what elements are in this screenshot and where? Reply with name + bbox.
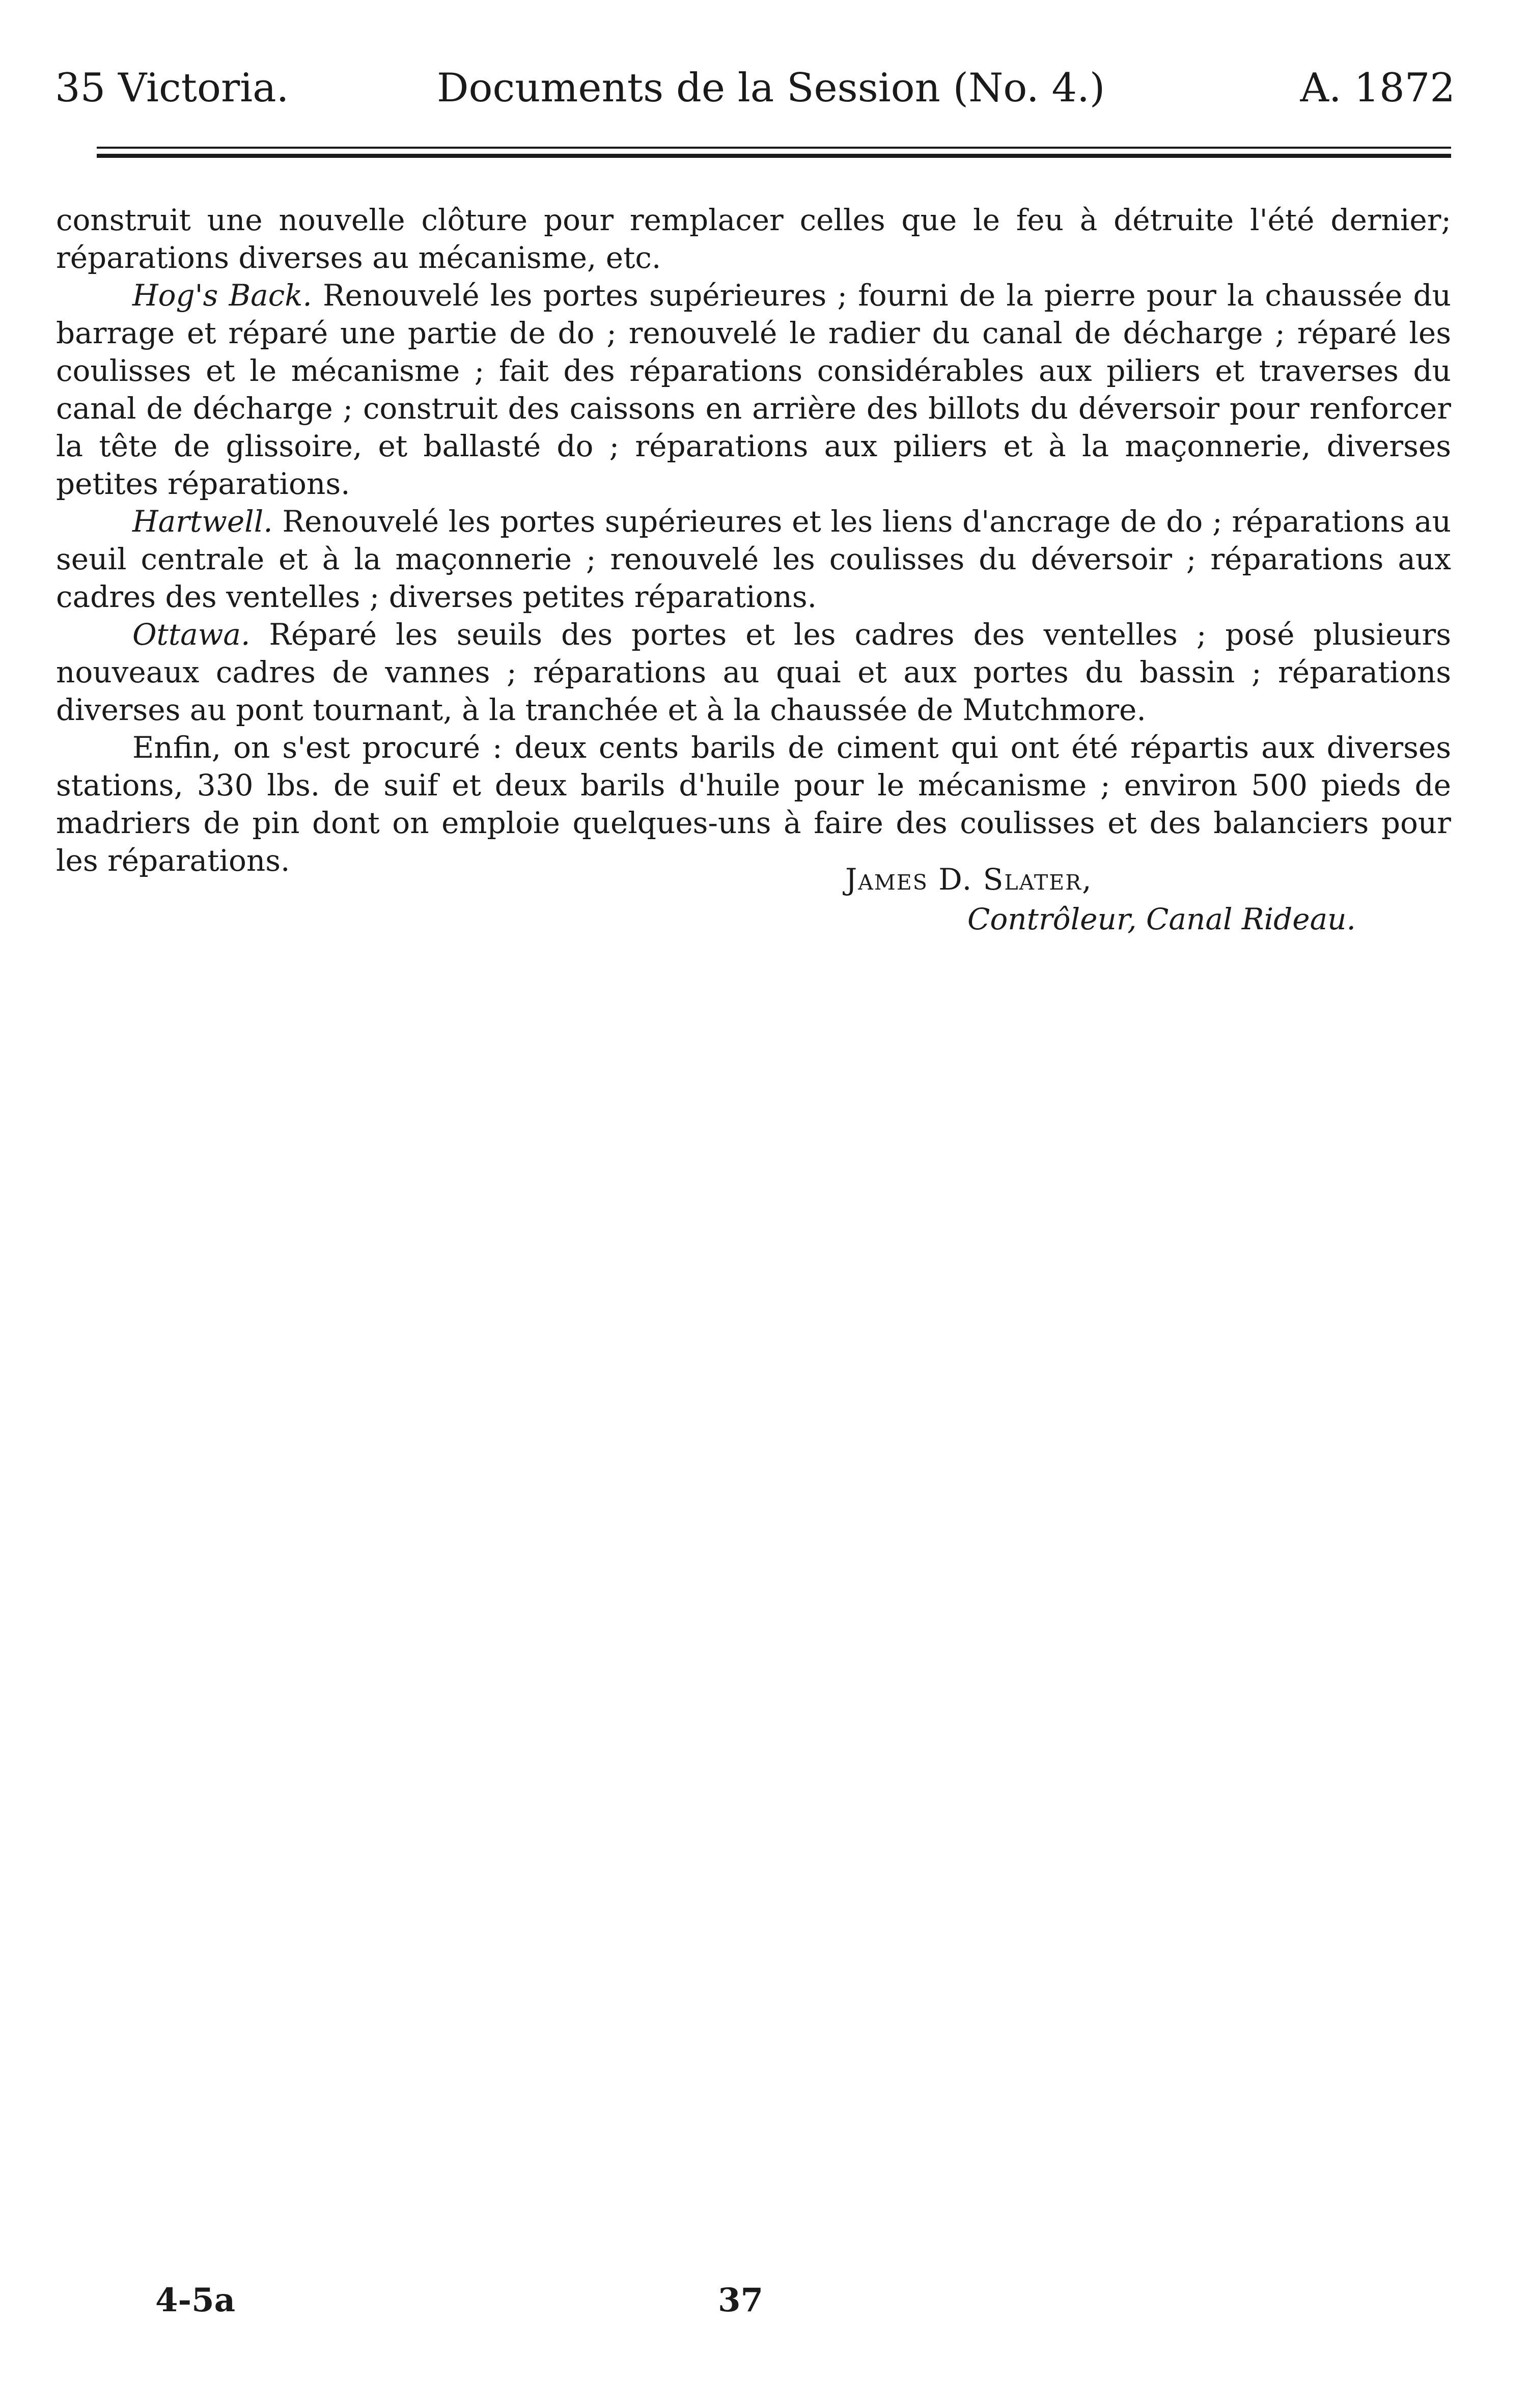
page-header xyxy=(55,60,1455,116)
paragraph-hartwell xyxy=(56,503,1451,616)
paragraph-continuation: construit une nouvelle clôture pour remplacer celles que le feu à détruite l'été dernier; réparations diverses au mécanisme, etc. xyxy=(56,203,1451,275)
paragraph-hogs-back xyxy=(56,276,1451,503)
paragraph-text: Réparé les seuils des portes et les cadres des ventelles ; posé plusieurs nouveaux cadres de vannes ; réparations au quai et aux portes du bassin ; réparations diverses au pont tournant, à la tranchée et à la chaussée de Mutchmore. xyxy=(56,617,1451,727)
header-rule-thick xyxy=(97,154,1451,158)
paragraph-text: Renouvelé les portes supérieures ; fourni de la pierre pour la chaussée du barrage et réparé une partie de do ; renouvelé le radier du canal de décharge ; réparé les coulisses et le mécanisme ; fait des réparations considérables aux piliers et traverses du canal de décharge ; construit des caissons en arrière des billots du déversoir pour renforcer la tête de glissoire, et ballasté do ; réparations aux piliers et à la maçonnerie, diverses petites réparations. xyxy=(56,278,1451,501)
place-name: Hog's Back. xyxy=(132,278,312,313)
body-text xyxy=(56,201,1451,879)
header-rule-thin xyxy=(97,147,1451,149)
place-name: Ottawa. xyxy=(132,617,251,652)
paragraph-text: Renouvelé les portes supérieures et les liens d'ancrage de do ; réparations au seuil centrale et à la maçonnerie ; renouvelé les coulisses du déversoir ; réparations aux cadres des ventelles ; diverses petites réparations. xyxy=(56,504,1451,614)
header-year: A. 1872 xyxy=(1300,65,1455,111)
signature-name: James D. Slater, xyxy=(845,862,1093,897)
header-title: Documents de la Session (No. 4.) xyxy=(437,65,1105,111)
paragraph-enfin: Enfin, on s'est procuré : deux cents barils de ciment qui ont été répartis aux diverses stations, 330 lbs. de suif et deux barils d'huile pour le mécanisme ; environ 500 pieds de madriers de pin dont on emploie quelques-uns à faire des coulisses et des balanciers pour les réparations. xyxy=(56,730,1451,878)
footer-signature-mark: 4-5a xyxy=(155,2281,236,2319)
signature-title: Contrôleur, Canal Rideau. xyxy=(967,902,1356,936)
page-number: 37 xyxy=(718,2281,764,2319)
place-name: Hartwell. xyxy=(132,504,273,539)
header-volume: 35 Victoria. xyxy=(55,65,289,111)
paragraph-ottawa xyxy=(56,616,1451,729)
